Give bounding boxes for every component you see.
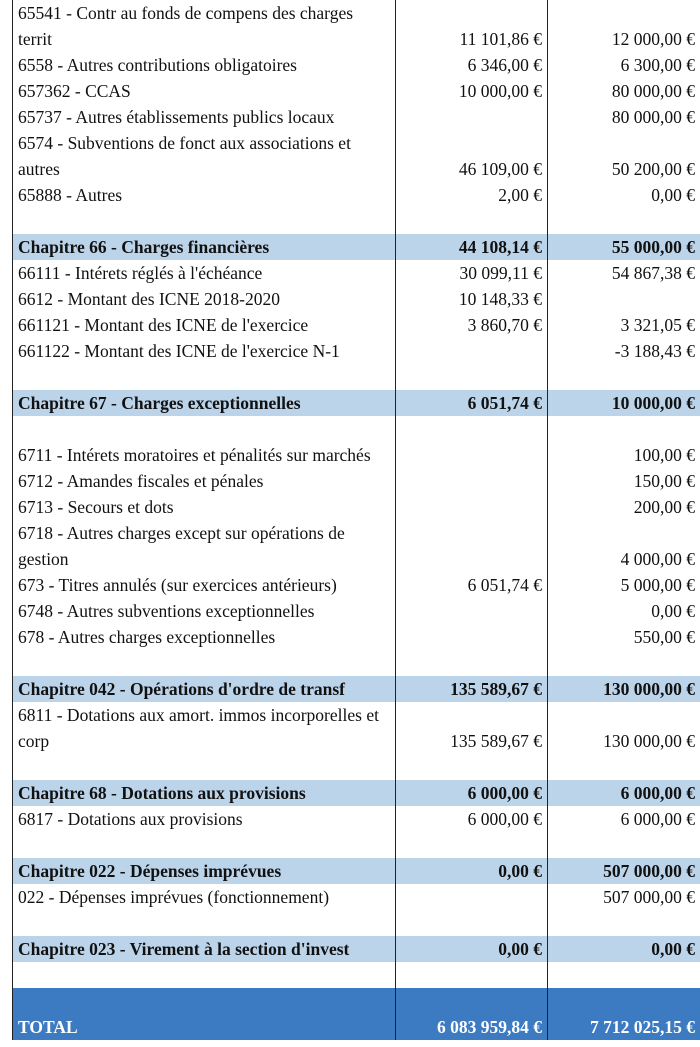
row-label: 66111 - Intérets réglés à l'échéance (13, 260, 396, 286)
row-label: 65888 - Autres (13, 182, 396, 208)
amount-realise: 44 108,14 € (396, 234, 548, 260)
amount-realise (396, 962, 548, 988)
amount-realise: 30 099,11 € (396, 260, 548, 286)
table-row (13, 702, 700, 754)
amount-realise (396, 832, 548, 858)
amount-budget (548, 650, 700, 676)
spacer-row (13, 754, 700, 780)
amount-budget (548, 208, 700, 234)
amount-budget (548, 832, 700, 858)
row-label: Chapitre 042 - Opérations d'ordre de transf (13, 676, 396, 702)
row-label (13, 962, 396, 988)
row-label: 6718 - Autres charges except sur opérations de gestion (13, 520, 396, 572)
row-label: Chapitre 022 - Dépenses imprévues (13, 858, 396, 884)
total-label: TOTAL (13, 988, 396, 1040)
table-row (13, 806, 700, 832)
row-label: 657362 - CCAS (13, 78, 396, 104)
amount-realise (396, 520, 548, 572)
row-label (13, 364, 396, 390)
amount-budget: 55 000,00 € (548, 234, 700, 260)
row-label: 6713 - Secours et dots (13, 494, 396, 520)
spacer-row (13, 832, 700, 858)
amount-budget: 80 000,00 € (548, 78, 700, 104)
row-label: 661122 - Montant des ICNE de l'exercice N-1 (13, 338, 396, 364)
table-row (13, 260, 700, 286)
table-row (13, 104, 700, 130)
row-label: 6817 - Dotations aux provisions (13, 806, 396, 832)
row-label: 65737 - Autres établissements publics locaux (13, 104, 396, 130)
amount-budget: 130 000,00 € (548, 702, 700, 754)
table-row (13, 338, 700, 364)
table-row (13, 494, 700, 520)
amount-realise (396, 650, 548, 676)
amount-realise (396, 494, 548, 520)
row-label: 022 - Dépenses imprévues (fonctionnement) (13, 884, 396, 910)
amount-budget: 10 000,00 € (548, 390, 700, 416)
row-label: 6712 - Amandes fiscales et pénales (13, 468, 396, 494)
amount-realise (396, 104, 548, 130)
amount-realise: 135 589,67 € (396, 676, 548, 702)
row-label: 6558 - Autres contributions obligatoires (13, 52, 396, 78)
table-row (13, 182, 700, 208)
chapter-row (13, 234, 700, 260)
amount-budget: 507 000,00 € (548, 884, 700, 910)
table-row (13, 130, 700, 182)
chapter-row (13, 390, 700, 416)
row-label: 661121 - Montant des ICNE de l'exercice (13, 312, 396, 338)
amount-realise (396, 884, 548, 910)
amount-budget (548, 754, 700, 780)
amount-realise: 0,00 € (396, 936, 548, 962)
amount-budget (548, 364, 700, 390)
chapter-row (13, 858, 700, 884)
amount-realise (396, 910, 548, 936)
table-row (13, 286, 700, 312)
table-row (13, 468, 700, 494)
amount-budget: 0,00 € (548, 936, 700, 962)
amount-realise: 0,00 € (396, 858, 548, 884)
table-row (13, 598, 700, 624)
amount-budget: 550,00 € (548, 624, 700, 650)
amount-realise: 6 000,00 € (396, 780, 548, 806)
row-label: 65541 - Contr au fonds de compens des charges territ (13, 0, 396, 52)
row-label: Chapitre 68 - Dotations aux provisions (13, 780, 396, 806)
row-label: 6811 - Dotations aux amort. immos incorporelles et corp (13, 702, 396, 754)
amount-realise: 10 000,00 € (396, 78, 548, 104)
amount-realise: 6 000,00 € (396, 806, 548, 832)
row-label: 6748 - Autres subventions exceptionnelles (13, 598, 396, 624)
amount-realise: 6 051,74 € (396, 390, 548, 416)
row-label (13, 754, 396, 780)
amount-budget: 3 321,05 € (548, 312, 700, 338)
table-row (13, 572, 700, 598)
row-label: Chapitre 67 - Charges exceptionnelles (13, 390, 396, 416)
amount-realise (396, 754, 548, 780)
row-label (13, 650, 396, 676)
spacer-row (13, 650, 700, 676)
total-row (13, 988, 700, 1040)
amount-realise (396, 364, 548, 390)
amount-realise: 11 101,86 € (396, 0, 548, 52)
amount-realise: 6 346,00 € (396, 52, 548, 78)
amount-budget: 80 000,00 € (548, 104, 700, 130)
amount-realise: 6 051,74 € (396, 572, 548, 598)
row-label: 678 - Autres charges exceptionnelles (13, 624, 396, 650)
amount-realise (396, 208, 548, 234)
amount-budget: 0,00 € (548, 182, 700, 208)
amount-budget: 6 300,00 € (548, 52, 700, 78)
spacer-row (13, 208, 700, 234)
amount-realise (396, 598, 548, 624)
amount-budget: 4 000,00 € (548, 520, 700, 572)
row-label (13, 208, 396, 234)
table-row (13, 52, 700, 78)
amount-realise (396, 468, 548, 494)
row-label: Chapitre 023 - Virement à la section d'invest (13, 936, 396, 962)
row-label: 6612 - Montant des ICNE 2018-2020 (13, 286, 396, 312)
table-row (13, 520, 700, 572)
amount-realise: 3 860,70 € (396, 312, 548, 338)
amount-budget (548, 286, 700, 312)
spacer-row (13, 962, 700, 988)
amount-budget: 6 000,00 € (548, 806, 700, 832)
row-label: 6574 - Subventions de fonct aux associations et autres (13, 130, 396, 182)
amount-budget (548, 962, 700, 988)
row-label (13, 910, 396, 936)
amount-budget: 6 000,00 € (548, 780, 700, 806)
amount-budget: 507 000,00 € (548, 858, 700, 884)
row-label: 673 - Titres annulés (sur exercices antérieurs) (13, 572, 396, 598)
table-row (13, 884, 700, 910)
row-label: Chapitre 66 - Charges financières (13, 234, 396, 260)
spacer-row (13, 910, 700, 936)
budget-table-body (13, 0, 700, 1040)
amount-realise (396, 338, 548, 364)
amount-budget: 150,00 € (548, 468, 700, 494)
amount-budget: 50 200,00 € (548, 130, 700, 182)
amount-budget: 54 867,38 € (548, 260, 700, 286)
spacer-row (13, 364, 700, 390)
amount-budget (548, 910, 700, 936)
amount-realise: 135 589,67 € (396, 702, 548, 754)
amount-budget: 12 000,00 € (548, 0, 700, 52)
amount-budget: 5 000,00 € (548, 572, 700, 598)
chapter-row (13, 676, 700, 702)
table-row (13, 0, 700, 52)
budget-table (12, 0, 700, 1040)
table-row (13, 624, 700, 650)
amount-budget: 7 712 025,15 € (548, 988, 700, 1040)
table-row (13, 78, 700, 104)
row-label: 6711 - Intérets moratoires et pénalités sur marchés (13, 416, 396, 468)
amount-budget: -3 188,43 € (548, 338, 700, 364)
amount-realise: 46 109,00 € (396, 130, 548, 182)
amount-realise: 10 148,33 € (396, 286, 548, 312)
table-row (13, 312, 700, 338)
amount-realise (396, 624, 548, 650)
table-row (13, 416, 700, 468)
amount-budget: 130 000,00 € (548, 676, 700, 702)
amount-budget: 100,00 € (548, 416, 700, 468)
chapter-row (13, 936, 700, 962)
amount-budget: 0,00 € (548, 598, 700, 624)
amount-realise: 2,00 € (396, 182, 548, 208)
amount-realise (396, 416, 548, 468)
amount-budget: 200,00 € (548, 494, 700, 520)
amount-realise: 6 083 959,84 € (396, 988, 548, 1040)
chapter-row (13, 780, 700, 806)
row-label (13, 832, 396, 858)
